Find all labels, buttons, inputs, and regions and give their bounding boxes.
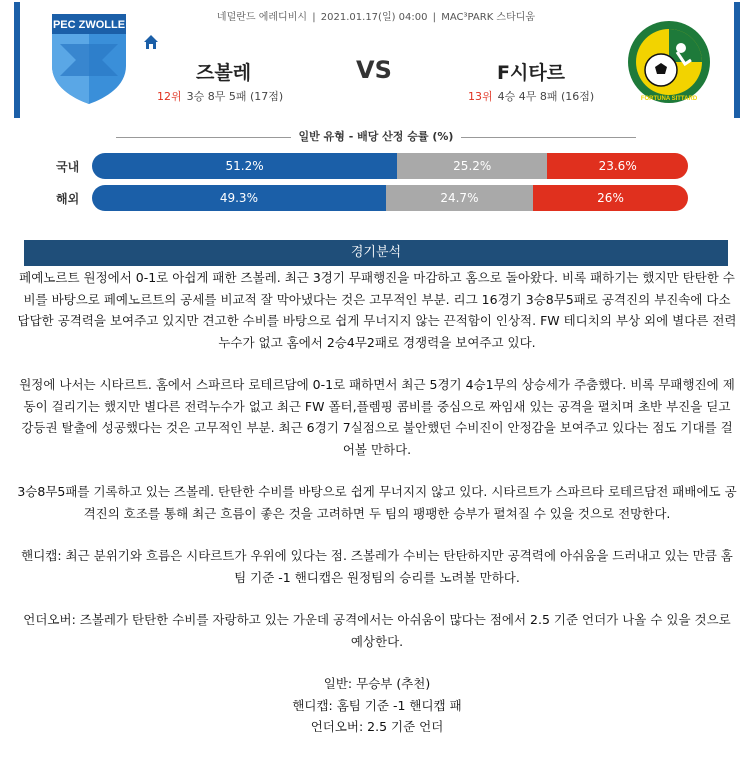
analysis-paragraph: 페예노르트 원정에서 0-1로 아쉽게 패한 즈볼레. 최근 3경기 무패행진을 마감하고 홈으로 돌아왔다. 비록 패하기는 했지만 탄탄한 수비를 바탕으로 페예노르트의 공세를 비교적 잘 막아냈다는 것은 고무적인 부분. 리그 16경기 3승8무5패로 공격진의 부진속에 다소 답답한 공격력을 보여주고 있지만 견고한 수비를 바탕으로 쉽게 무너지지 않는 끈적함이 인상적. FW 테디치의 부상 외에 별다른 전력누수가 없고 홈에서 2승4무2패로 경쟁력을 보여주고 있다. (17, 270, 737, 350)
odds-row-overseas (56, 185, 686, 211)
match-header (0, 0, 752, 122)
venue-name: MAC³PARK 스타디움 (441, 12, 536, 23)
svg-text:FORTUNA SITTARD: FORTUNA SITTARD (640, 96, 698, 102)
prediction-item: 언더오버: 2.5 기준 언더 (310, 719, 444, 734)
analysis-paragraph: 언더오버: 즈볼레가 탄탄한 수비를 자랑하고 있는 가운데 공격에서는 아쉬움이 많다는 점에서 2.5 기준 언더가 나올 수 있을 것으로 예상한다. (23, 612, 731, 649)
analysis-paragraph: 핸디캡: 최근 분위기와 흐름은 시타르트가 우위에 있다는 점. 즈볼레가 수비는 탄탄하지만 공격력에 아쉬움을 드러내고 있는 만큼 홈팀 기준 -1 핸디캡은 원정팀의 승리를 노려볼 만하다. (21, 548, 733, 585)
league-name: 네덜란드 에레디비시 (216, 12, 308, 23)
odds-bars (92, 185, 688, 211)
home-rank: 12위 (157, 90, 182, 103)
away-team-logo (627, 20, 711, 104)
home-team-name: 즈볼레 (196, 62, 252, 84)
analysis-paragraph: 원정에 나서는 시타르트. 홈에서 스파르타 로테르담에 0-1로 패하면서 최근 5경기 4승1무의 상승세가 주춤했다. 비록 무패행진에 제동이 걸리기는 했지만 별다른 전력누수가 없고 최근 FW 폴터,플렘핑 콤비를 중심으로 짜임새 있는 공격을 펼치며 초반 부진을 딛고 강등권 탈출에 성공했다는 것은 고무적인 부분. 최근 6경기 7실점으로 불안했던 수비진이 안정감을 보여주고 있다는 점도 기대를 걸어볼 만하다. (19, 377, 735, 457)
prediction-item: 핸디캡: 홈팀 기준 -1 핸디캡 패 (292, 697, 462, 713)
away-record-text: 4승 4무 8패 (16점) (497, 90, 595, 103)
analysis-title: 경기분석 (24, 240, 728, 266)
odds-row-label: 해외 (56, 192, 80, 206)
divider (116, 137, 291, 138)
away-team-name: F시타르 (497, 62, 566, 84)
home-record-text: 3승 8무 5패 (17점) (186, 90, 284, 103)
prediction-item: 일반: 무승부 (추천) (323, 676, 431, 691)
odds-row-label: 국내 (56, 160, 80, 174)
home-win-bar: 49.3% (92, 185, 386, 211)
home-win-bar: 51.2% (92, 153, 397, 179)
prediction-list (16, 673, 738, 738)
draw-bar: 24.7% (386, 185, 533, 211)
draw-bar: 25.2% (397, 153, 547, 179)
vs-label: VS (356, 56, 392, 84)
home-icon (143, 34, 159, 50)
match-info-line: 네덜란드 에레디비시 | 2021.01.17(일) 04:00 | MAC³PARK 스타디움 (216, 12, 536, 23)
match-datetime: 2021.01.17(일) 04:00 (320, 12, 428, 23)
svg-text:PEC ZWOLLE: PEC ZWOLLE (52, 19, 126, 31)
analysis-body (16, 267, 738, 738)
away-team-record (468, 88, 594, 104)
away-rank: 13위 (468, 90, 493, 103)
home-team-logo (52, 14, 126, 104)
odds-title-text: 일반 유형 - 배당 산정 승률 (%) (298, 130, 454, 143)
divider (461, 137, 636, 138)
odds-title (0, 128, 752, 144)
away-win-bar: 23.6% (547, 153, 688, 179)
home-team-record (157, 88, 283, 104)
odds-bars (92, 153, 688, 179)
analysis-paragraph: 3승8무5패를 기록하고 있는 즈볼레. 탄탄한 수비를 바탕으로 쉽게 무너지지 않고 있다. 시타르트가 스파르타 로테르담전 패배에도 공격진의 호조를 통해 최근 흐름이 좋은 것을 고려하면 두 팀의 팽팽한 승부가 펼쳐질 수 있을 것으로 전망한다. (17, 484, 737, 521)
odds-row-domestic (56, 153, 686, 179)
away-win-bar: 26% (533, 185, 688, 211)
